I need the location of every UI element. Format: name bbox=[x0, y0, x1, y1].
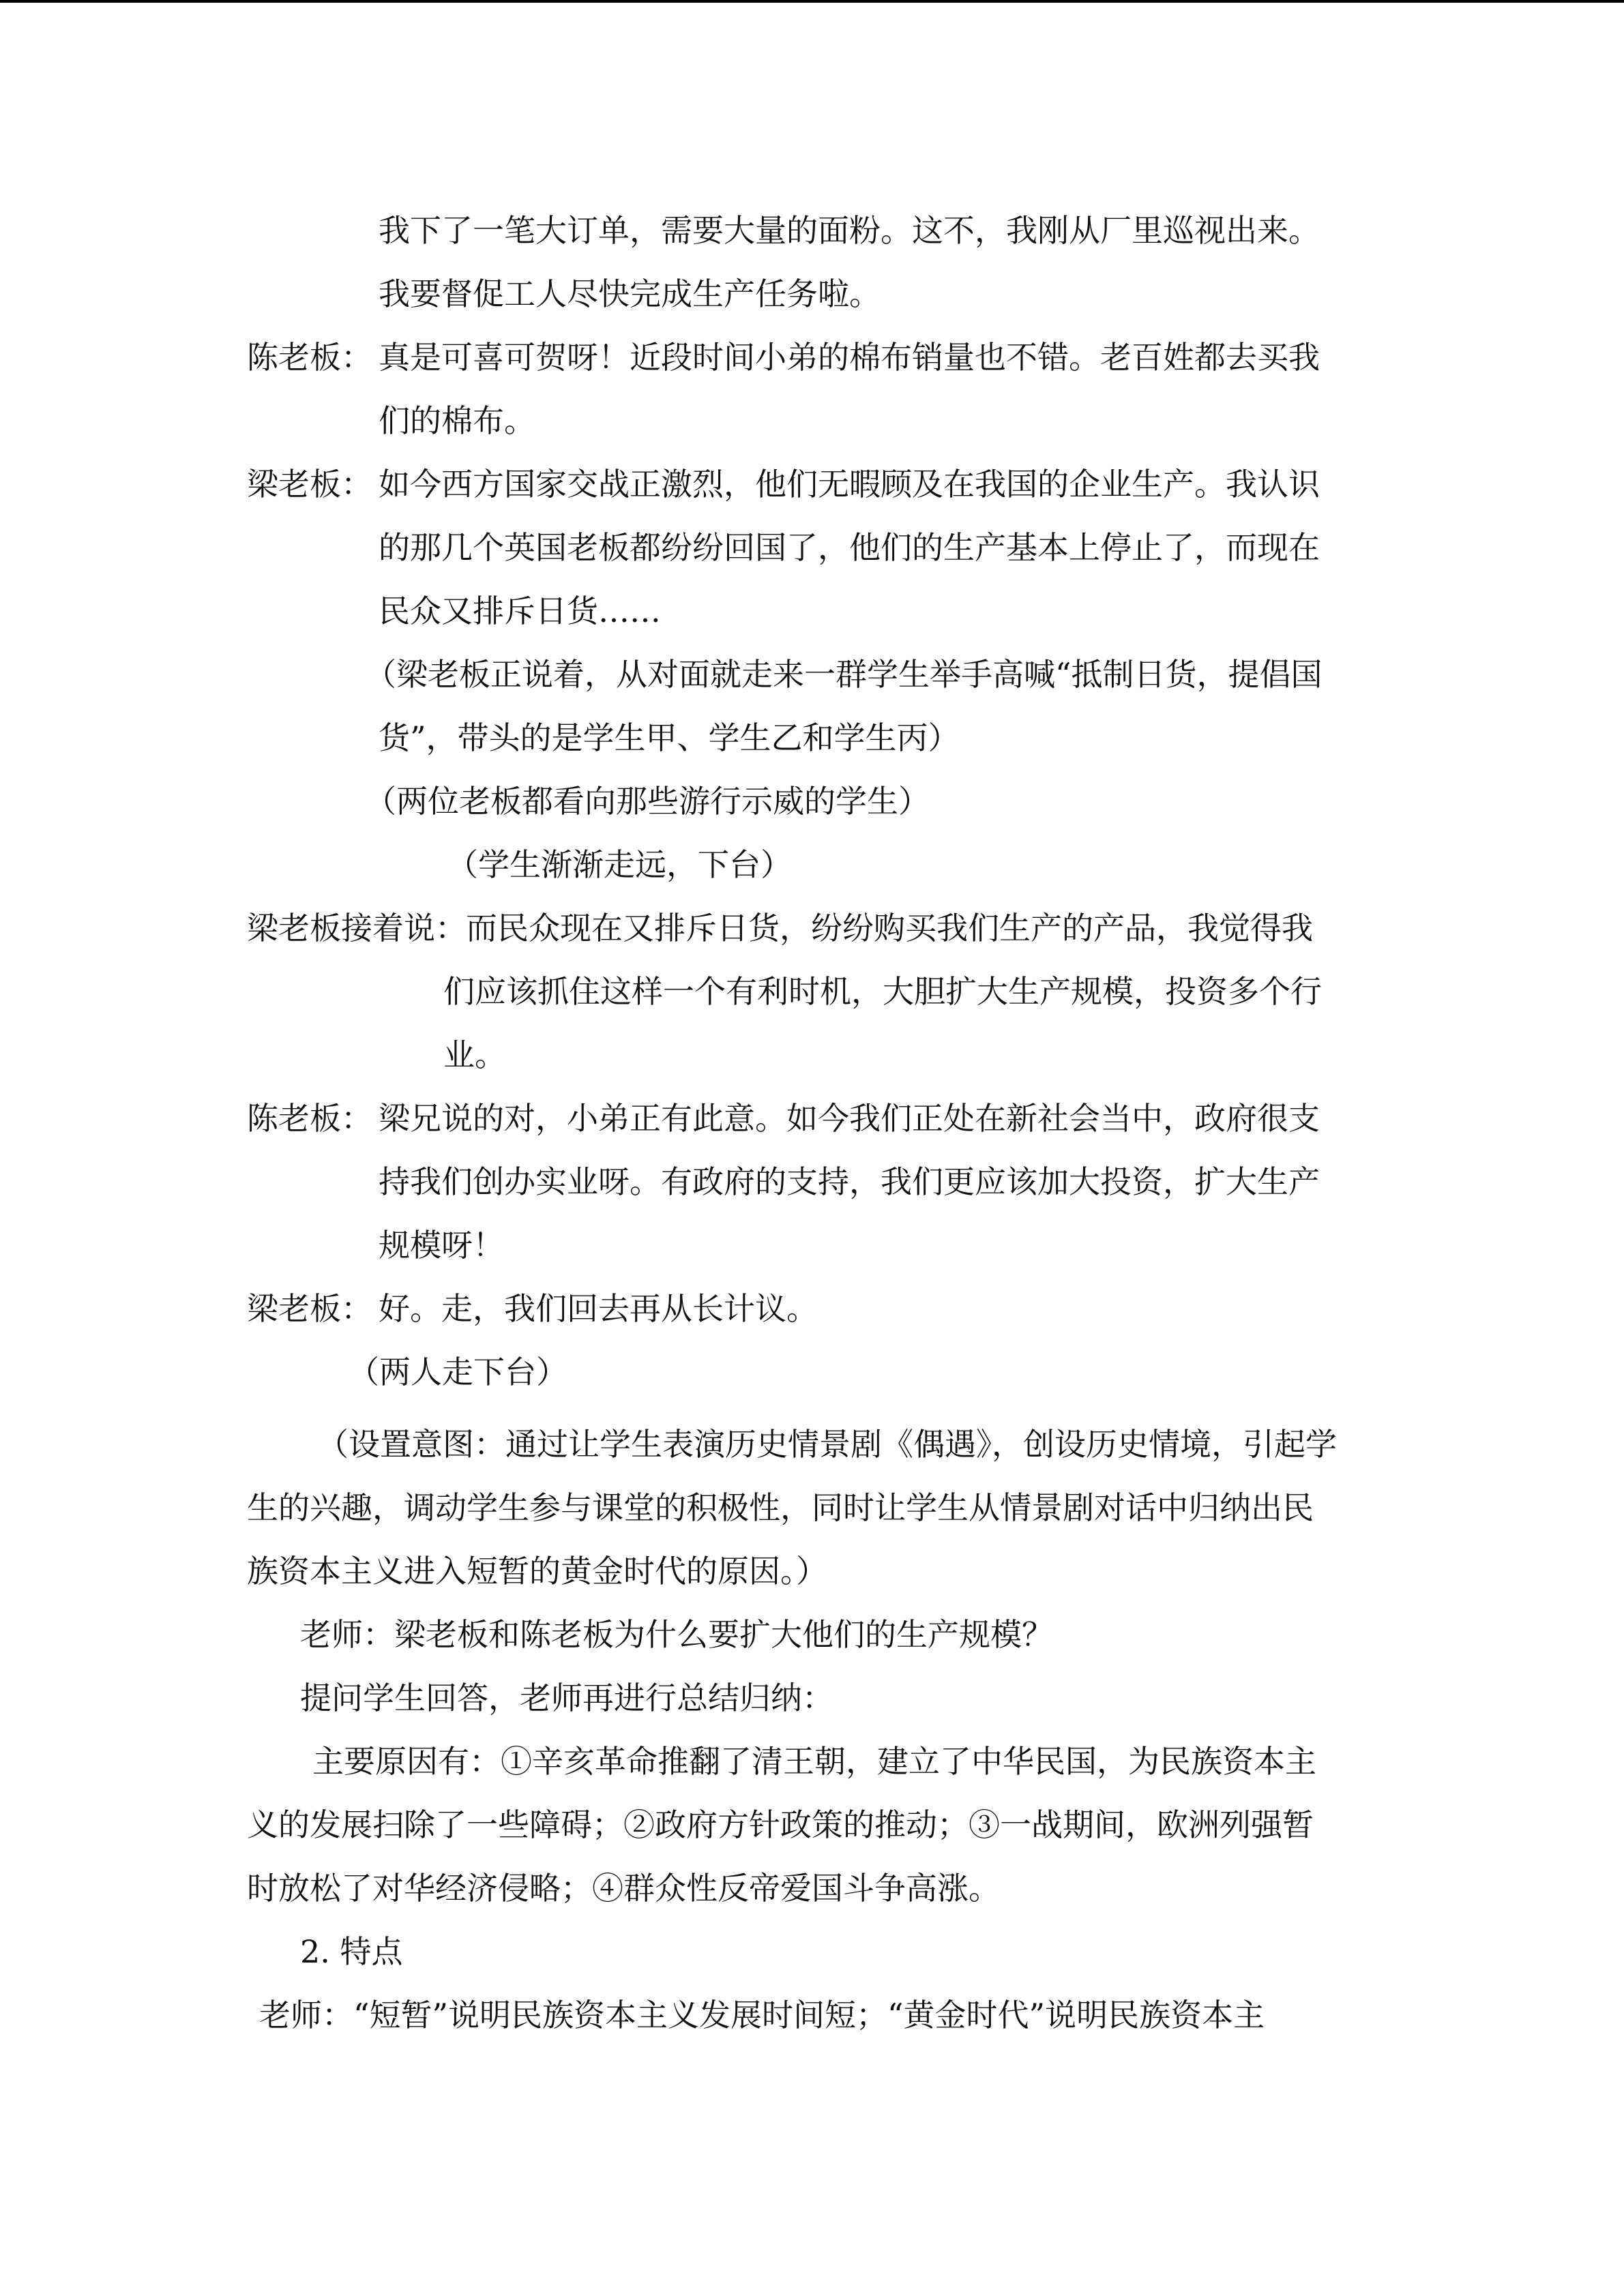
reasons-line: 时放松了对华经济侵略；④群众性反帝爱国斗争高涨。 bbox=[247, 1870, 1000, 1907]
dialogue-line: 真是可喜可贺呀！近段时间小弟的棉布销量也不错。老百姓都去买我 bbox=[379, 339, 1320, 376]
teacher-line: 老师：“短暂”说明民族资本主义发展时间短；“黄金时代”说明民族资本主 bbox=[259, 1997, 1265, 2033]
dialogue-line: 持我们创办实业呀。有政府的支持，我们更应该加大投资，扩大生产 bbox=[379, 1163, 1320, 1200]
stage-direction: （两人走下台） bbox=[348, 1354, 567, 1390]
dialogue-line: 们的棉布。 bbox=[379, 402, 535, 439]
section-heading: 2. 特点 bbox=[300, 1933, 403, 1970]
dialogue-continuation-line: 我下了一笔大订单，需要大量的面粉。这不，我刚从厂里巡视出来。 bbox=[379, 212, 1320, 249]
stage-direction: （两位老板都看向那些游行示威的学生） bbox=[365, 783, 930, 820]
dialogue-line: 规模呀！ bbox=[379, 1227, 504, 1264]
teacher-question: 老师：梁老板和陈老板为什么要扩大他们的生产规模？ bbox=[300, 1616, 1053, 1653]
reasons-line: 主要原因有：①辛亥革命推翻了清王朝，建立了中华民国，为民族资本主 bbox=[312, 1743, 1316, 1780]
design-intent-line: 族资本主义进入短暂的黄金时代的原因。） bbox=[247, 1553, 827, 1590]
dialogue-line: 的那几个英国老板都纷纷回国了，他们的生产基本上停止了，而现在 bbox=[379, 529, 1320, 566]
dialogue-line: 梁兄说的对，小弟正有此意。如今我们正处在新社会当中，政府很支 bbox=[379, 1100, 1320, 1137]
speaker-label: 梁老板： bbox=[247, 1290, 372, 1327]
dialogue-line: 好。走，我们回去再从长计议。 bbox=[379, 1290, 818, 1327]
speaker-label: 陈老板： bbox=[247, 1100, 372, 1137]
dialogue-line: 业。 bbox=[443, 1037, 506, 1073]
stage-direction: （梁老板正说着，从对面就走来一群学生举手高喊“抵制日货，提倡国 bbox=[365, 656, 1323, 693]
reasons-line: 义的发展扫除了一些障碍；②政府方针政策的推动；③一战期间，欧洲列强暂 bbox=[247, 1806, 1314, 1843]
speaker-label: 梁老板： bbox=[247, 466, 372, 503]
stage-direction: 货”，带头的是学生甲、学生乙和学生丙） bbox=[379, 719, 960, 756]
dialogue-line: 民众又排斥日货…… bbox=[379, 593, 661, 629]
speaker-label: 梁老板接着说： bbox=[247, 910, 467, 946]
dialogue-line: 们应该抓住这样一个有利时机，大胆扩大生产规模，投资多个行 bbox=[443, 973, 1322, 1010]
dialogue-line: 如今西方国家交战正激烈，他们无暇顾及在我国的企业生产。我认识 bbox=[379, 466, 1320, 503]
speaker-label: 陈老板： bbox=[247, 339, 372, 376]
instruction-line: 提问学生回答，老师再进行总结归纳： bbox=[300, 1680, 833, 1716]
design-intent-line: （设置意图：通过让学生表演历史情景剧《偶遇》，创设历史情境，引起学 bbox=[317, 1426, 1337, 1463]
dialogue-line: 而民众现在又排斥日货，纷纷购买我们生产的产品，我觉得我 bbox=[466, 910, 1313, 946]
stage-direction: （学生渐渐走远，下台） bbox=[447, 846, 792, 883]
dialogue-continuation-line: 我要督促工人尽快完成生产任务啦。 bbox=[379, 275, 881, 312]
top-border-line bbox=[0, 0, 1624, 3]
design-intent-line: 生的兴趣，调动学生参与课堂的积极性，同时让学生从情景剧对话中归纳出民 bbox=[247, 1489, 1314, 1526]
